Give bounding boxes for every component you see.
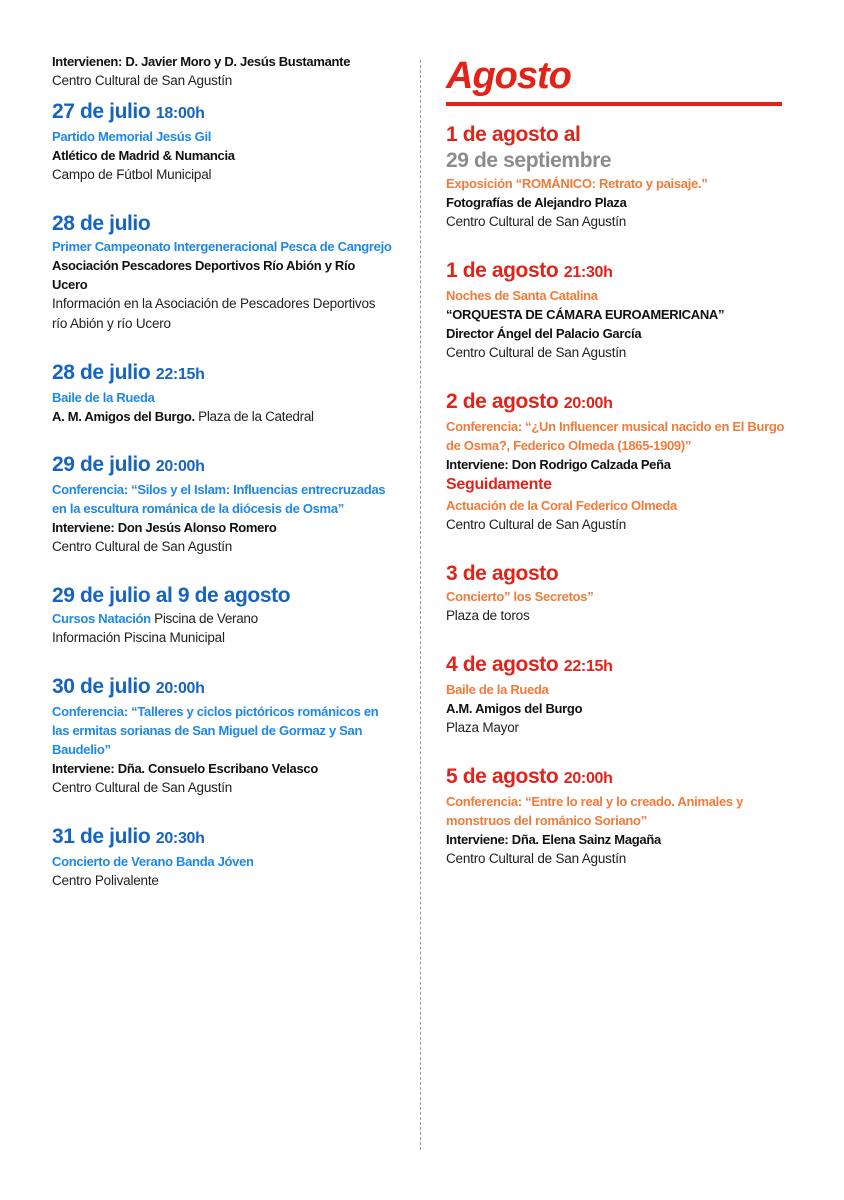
event-title: Partido Memorial Jesús Gil xyxy=(52,129,212,144)
event-31-julio xyxy=(52,824,392,891)
event-venue: Centro Cultural de San Agustín xyxy=(52,780,233,795)
event-detail: Interviene: Don Rodrigo Calzada Peña xyxy=(446,457,671,472)
event-title: Baile de la Rueda xyxy=(446,682,549,697)
event-date: 27 de julio 18:00h xyxy=(52,100,205,123)
event-title: Conferencia: “Silos y el Islam: Influencias entrecruzadas en la escultura románica de la diócesis de Osma” xyxy=(52,482,386,516)
event-date: 1 de agosto 21:30h xyxy=(446,259,613,282)
event-detail: Interviene: Dña. Elena Sainz Magaña xyxy=(446,832,661,847)
event-title: Conferencia: “¿Un Influencer musical nacido en El Burgo de Osma?, Federico Olmeda (1865-1909)” xyxy=(446,419,785,453)
event-date: 31 de julio 20:30h xyxy=(52,825,205,848)
right-column xyxy=(446,56,792,895)
event-speakers: Intervienen: D. Javier Moro y D. Jesús Bustamante xyxy=(52,54,351,69)
event-4-agosto xyxy=(446,652,792,738)
event-date: 28 de julio 22:15h xyxy=(52,361,205,384)
column-divider xyxy=(420,60,421,1150)
event-27-julio xyxy=(52,99,392,185)
event-date: 5 de agosto 20:00h xyxy=(446,765,613,788)
event-detail-2: Director Ángel del Palacio García xyxy=(446,326,642,341)
event-title: Exposición “ROMÁNICO: Retrato y paisaje.” xyxy=(446,176,708,191)
event-venue: Información Piscina Municipal xyxy=(52,630,225,645)
event-title: Conferencia: “Talleres y ciclos pictóricos románicos en las ermitas sorianas de San Miguel de Gormaz y San Baudelio” xyxy=(52,704,379,757)
event-venue: Plaza Mayor xyxy=(446,720,519,735)
left-column xyxy=(52,52,392,917)
event-subheading: Seguidamente xyxy=(446,476,552,493)
event-venue: Centro Cultural de San Agustín xyxy=(446,345,627,360)
event-29-julio xyxy=(52,452,392,557)
event-detail: Fotografías de Alejandro Plaza xyxy=(446,195,627,210)
event-28-julio xyxy=(52,211,392,334)
event-date: 29 de julio al 9 de agosto xyxy=(52,584,291,607)
event-1-agosto-exposicion xyxy=(446,122,792,232)
event-venue: Centro Cultural de San Agustín xyxy=(52,73,233,88)
event-date: 4 de agosto 22:15h xyxy=(446,653,613,676)
event-29-julio-9-agosto xyxy=(52,583,392,648)
event-venue: Centro Cultural de San Agustín xyxy=(52,539,233,554)
event-continued xyxy=(52,52,392,91)
event-title: Concierto” los Secretos” xyxy=(446,589,594,604)
event-3-agosto xyxy=(446,561,792,626)
event-date: 30 de julio 20:00h xyxy=(52,675,205,698)
event-detail: A.M. Amigos del Burgo xyxy=(446,701,583,716)
event-date: 2 de agosto 20:00h xyxy=(446,390,613,413)
event-title: Concierto de Verano Banda Jóven xyxy=(52,854,254,869)
event-venue: Centro Polivalente xyxy=(52,873,159,888)
month-heading: Agosto xyxy=(446,55,571,97)
event-1-agosto-2130 xyxy=(446,258,792,363)
event-detail: “ORQUESTA DE CÁMARA EUROAMERICANA” xyxy=(446,307,725,322)
event-title: Primer Campeonato Intergeneracional Pesca de Cangrejo xyxy=(52,239,392,254)
event-date: 1 de agosto al xyxy=(446,123,581,146)
event-title: Conferencia: “Entre lo real y lo creado. Animales y monstruos del románico Soriano” xyxy=(446,794,744,828)
event-detail: Interviene: Dña. Consuelo Escribano Velasco xyxy=(52,761,318,776)
event-title: Baile de la Rueda xyxy=(52,390,155,405)
event-date: 28 de julio xyxy=(52,212,151,235)
event-5-agosto xyxy=(446,764,792,869)
event-venue: Centro Cultural de San Agustín xyxy=(446,214,627,229)
event-venue: Centro Cultural de San Agustín xyxy=(446,851,627,866)
event-venue: Centro Cultural de San Agustín xyxy=(446,517,627,532)
event-title: Cursos Natación Piscina de Verano xyxy=(52,611,258,626)
event-detail: Interviene: Don Jesús Alonso Romero xyxy=(52,520,277,535)
event-date-end: 29 de septiembre xyxy=(446,149,612,172)
event-sub-title: Actuación de la Coral Federico Olmeda xyxy=(446,498,677,513)
event-date: 3 de agosto xyxy=(446,562,559,585)
event-venue: Campo de Fútbol Municipal xyxy=(52,167,212,182)
event-venue: Información en la Asociación de Pescadores Deportivos río Abión y río Ucero xyxy=(52,296,376,331)
event-detail: A. M. Amigos del Burgo. Plaza de la Catedral xyxy=(52,409,314,424)
event-title: Noches de Santa Catalina xyxy=(446,288,598,303)
event-date: 29 de julio 20:00h xyxy=(52,453,205,476)
event-detail: Asociación Pescadores Deportivos Río Abión y Río Ucero xyxy=(52,258,355,292)
month-rule xyxy=(446,102,782,106)
event-28-julio-2215 xyxy=(52,360,392,426)
event-detail: Atlético de Madrid & Numancia xyxy=(52,148,235,163)
event-venue: Plaza de toros xyxy=(446,608,530,623)
event-2-agosto xyxy=(446,389,792,535)
event-30-julio xyxy=(52,674,392,798)
